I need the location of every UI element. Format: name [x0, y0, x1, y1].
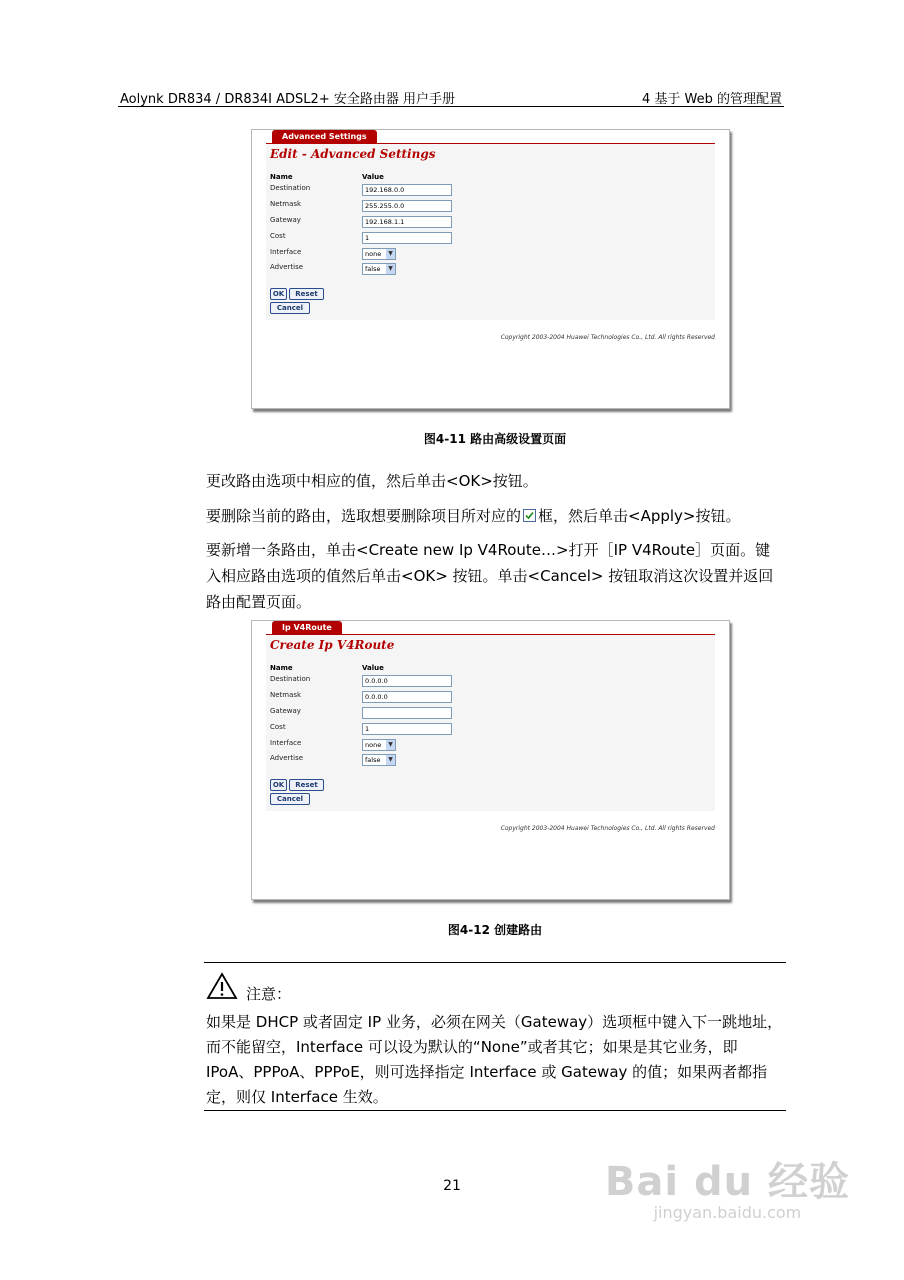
ok-button[interactable]: OK [270, 779, 287, 791]
note-top-rule [204, 962, 786, 963]
watermark-brand: Bai du 经验 [604, 1159, 850, 1205]
figure2-content-area [266, 635, 715, 811]
cost-label: Cost [270, 232, 286, 240]
interface-select-value: none [365, 741, 382, 749]
netmask-input[interactable]: 255.255.0.0 [362, 200, 452, 212]
paragraph-delete-part1: 要删除当前的路由，选取想要删除项目所对应的 [206, 507, 522, 525]
interface-select-value: none [365, 250, 382, 258]
warning-triangle-icon [206, 972, 238, 1004]
tab-underline [266, 143, 715, 144]
reset-button[interactable]: Reset [289, 779, 324, 791]
destination-input[interactable]: 192.168.0.0 [362, 184, 452, 196]
destination-label: Destination [270, 675, 311, 683]
gateway-label: Gateway [270, 707, 301, 715]
netmask-label: Netmask [270, 691, 302, 699]
figure1-content-area [266, 144, 715, 320]
header-left: Aolynk DR834 / DR834I ADSL2+ 安全路由器 用户手册 [120, 92, 455, 107]
gateway-input[interactable]: 192.168.1.1 [362, 216, 452, 228]
chevron-down-icon[interactable]: ▼ [386, 755, 395, 765]
header-rule [118, 106, 784, 107]
page-number: 21 [443, 1178, 461, 1194]
advertise-select-value: false [365, 756, 381, 764]
paragraph-create: 要新增一条路由，单击<Create new Ip V4Route…>打开［IP V4Route］页面。键入相应路由选项的值然后单击<OK> 按钮。单击<Cancel> 按钮取消这次设置并返回路由配置页面。 [206, 541, 774, 611]
watermark-url: jingyan.baidu.com [653, 1203, 802, 1222]
column-header-value: Value [362, 664, 384, 672]
advertise-label: Advertise [270, 263, 304, 271]
cost-input[interactable]: 1 [362, 232, 452, 244]
column-header-value: Value [362, 173, 384, 181]
header-right: 4 基于 Web 的管理配置 [641, 92, 782, 107]
chevron-down-icon[interactable]: ▼ [386, 249, 395, 259]
advertise-select-value: false [365, 265, 381, 273]
watermark [605, 1150, 850, 1222]
paragraph-delete-part2: 框，然后单击<Apply>按钮。 [538, 507, 741, 525]
gateway-label: Gateway [270, 216, 301, 224]
note-text: 如果是 DHCP 或者固定 IP 业务，必须在网关（Gateway）选项框中键入下一跳地址，而不能留空，Interface 可以设为默认的“None”或者其它；如果是其它业务，即 IPoA、PPPoA、PPPoE，则可选择指定 Interface 或 Gateway 的值；如果两者都指定，则仅 Interface 生效。 [206, 1013, 783, 1106]
form-title: Edit - Advanced Settings [270, 147, 436, 161]
column-header-name: Name [270, 664, 293, 672]
netmask-label: Netmask [270, 200, 302, 208]
note-label: 注意： [246, 985, 292, 1003]
gateway-input[interactable] [362, 707, 452, 719]
tab-ip-v4route[interactable]: Ip V4Route [272, 621, 342, 634]
copyright-text: Copyright 2003-2004 Huawei Technologies Co., Ltd. All rights Reserved [500, 825, 715, 832]
tab-advanced-settings[interactable]: Advanced Settings [272, 130, 377, 143]
interface-select[interactable] [362, 739, 396, 751]
cost-label: Cost [270, 723, 286, 731]
column-header-name: Name [270, 173, 293, 181]
advertise-select[interactable] [362, 754, 396, 766]
destination-input[interactable]: 0.0.0.0 [362, 675, 452, 687]
cancel-button[interactable]: Cancel [270, 793, 310, 805]
advertise-label: Advertise [270, 754, 304, 762]
note-bottom-rule [204, 1110, 786, 1111]
figure2-screenshot [251, 620, 730, 900]
tab-underline [266, 634, 715, 635]
copyright-text: Copyright 2003-2004 Huawei Technologies Co., Ltd. All rights Reserved [500, 334, 715, 341]
netmask-input[interactable]: 0.0.0.0 [362, 691, 452, 703]
interface-label: Interface [270, 248, 302, 256]
figure1-caption: 图4-11 路由高级设置页面 [423, 432, 567, 446]
advertise-select[interactable] [362, 263, 396, 275]
checked-checkbox-icon [523, 509, 536, 522]
chevron-down-icon[interactable]: ▼ [386, 264, 395, 274]
reset-button[interactable]: Reset [289, 288, 324, 300]
paragraph-delete [206, 503, 784, 529]
chevron-down-icon[interactable]: ▼ [386, 740, 395, 750]
destination-label: Destination [270, 184, 311, 192]
paragraph-modify: 更改路由选项中相应的值，然后单击<OK>按钮。 [206, 472, 538, 490]
interface-select[interactable] [362, 248, 396, 260]
figure1-screenshot [251, 129, 730, 409]
form-title: Create Ip V4Route [270, 638, 395, 652]
figure2-caption: 图4-12 创建路由 [447, 923, 543, 937]
cost-input[interactable]: 1 [362, 723, 452, 735]
interface-label: Interface [270, 739, 302, 747]
ok-button[interactable]: OK [270, 288, 287, 300]
cancel-button[interactable]: Cancel [270, 302, 310, 314]
